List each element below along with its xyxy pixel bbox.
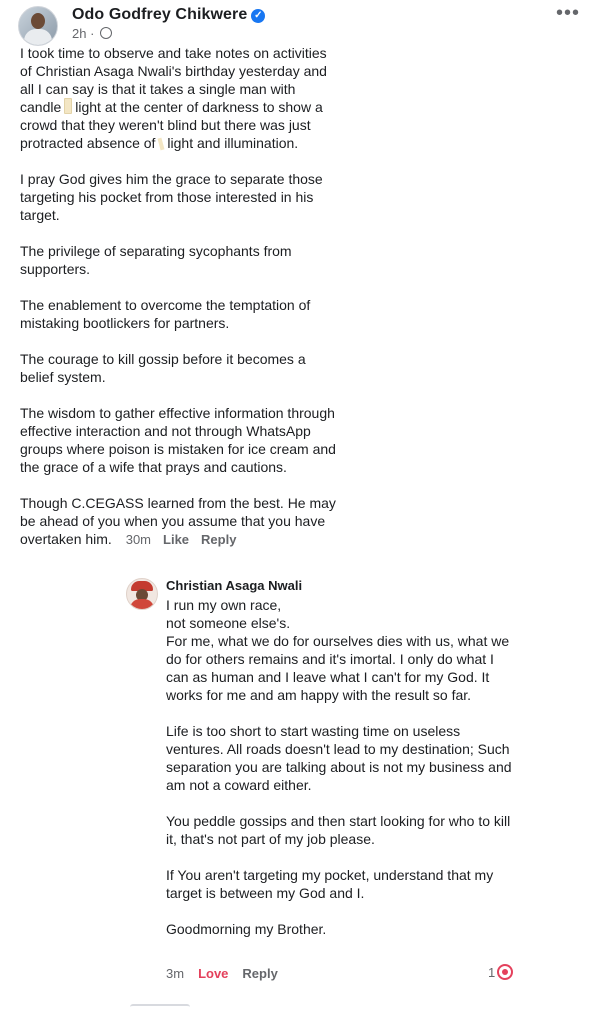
reply-button[interactable]: Reply: [201, 532, 237, 547]
reply-paragraph-4: If You aren't targeting my pocket, understand that my target is between my God and I.: [166, 867, 494, 901]
reply-body: [166, 596, 516, 956]
reply-author[interactable]: Christian Asaga Nwali: [166, 578, 303, 593]
reply-paragraph-3: You peddle gossips and then start looking for who to kill it, that's not part of my job please.: [166, 813, 511, 847]
like-button[interactable]: Like: [163, 532, 190, 547]
post-paragraph-6: The wisdom to gather effective information through effective interaction and not through WhatsApp groups where poison is mistaken for ice cream and the grace of a wife that prays and cautions.: [20, 405, 336, 475]
post-text: light at the center of darkness to show a crowd that they weren't blind but there was just protracted absence of: [20, 99, 323, 151]
post-author-name[interactable]: Odo Godfrey Chikwere: [72, 6, 248, 23]
post-paragraph-5: The courage to kill gossip before it becomes a belief system.: [20, 351, 306, 385]
post-text: I took time to observe and take notes on activities of Christian Asaga Nwali's birthday yesterday and all I can say is that it takes a single man with candle: [20, 45, 327, 115]
reaction-count[interactable]: [488, 964, 513, 980]
post-body: [20, 44, 338, 567]
post-header: [14, 4, 590, 44]
reply-paragraph-1: I run my own race, not someone else's. For me, what we do for ourselves dies with us, what we do for others remains and it's imortal. I only do what I can as human and I leave what I can't for my God. It works for me and am happy with the result so far.: [166, 597, 510, 703]
post-actions: [126, 532, 249, 547]
reply-time: 3m: [166, 966, 185, 981]
reply-actions: [166, 966, 278, 981]
love-button[interactable]: Love: [198, 966, 229, 981]
post-action-time: 30m: [125, 532, 152, 547]
reaction-number: 1: [488, 965, 496, 980]
post-paragraph-1: [20, 44, 338, 152]
candle-icon: [158, 138, 165, 151]
reply-paragraph-5: Goodmorning my Brother.: [166, 921, 327, 937]
post-paragraph-4: The enablement to overcome the temptation of mistaking bootlickers for partners.: [20, 297, 311, 331]
post-meta: [72, 26, 112, 41]
heart-icon: [497, 964, 513, 980]
post-text: Though C.CEGASS learned from the best. He may be ahead of you when you assume that you have overtaken him.: [20, 495, 336, 547]
reply-button[interactable]: Reply: [242, 966, 278, 981]
post-text: light and illumination.: [167, 135, 299, 151]
post-paragraph-3: The privilege of separating sycophants from supporters.: [20, 243, 292, 277]
reply-paragraph-2: Life is too short to start wasting time on useless ventures. All roads doesn't lead to my destination; Such separation you are talking about is not my business and am not a coward either.: [166, 723, 512, 793]
verified-icon: ✓: [251, 9, 265, 23]
post-paragraph-2: I pray God gives him the grace to separate those targeting his pocket from those interested in his target.: [20, 171, 323, 223]
candle-icon: [64, 98, 72, 114]
author-avatar[interactable]: [18, 6, 58, 46]
post-paragraph-7: [20, 494, 338, 549]
post-time[interactable]: 2h ·: [72, 26, 95, 41]
next-comment-stub: [130, 1004, 190, 1010]
post-author[interactable]: [72, 6, 265, 24]
reply-avatar[interactable]: [126, 578, 158, 610]
globe-icon: [100, 27, 112, 39]
more-options-icon[interactable]: •••: [555, 2, 580, 24]
